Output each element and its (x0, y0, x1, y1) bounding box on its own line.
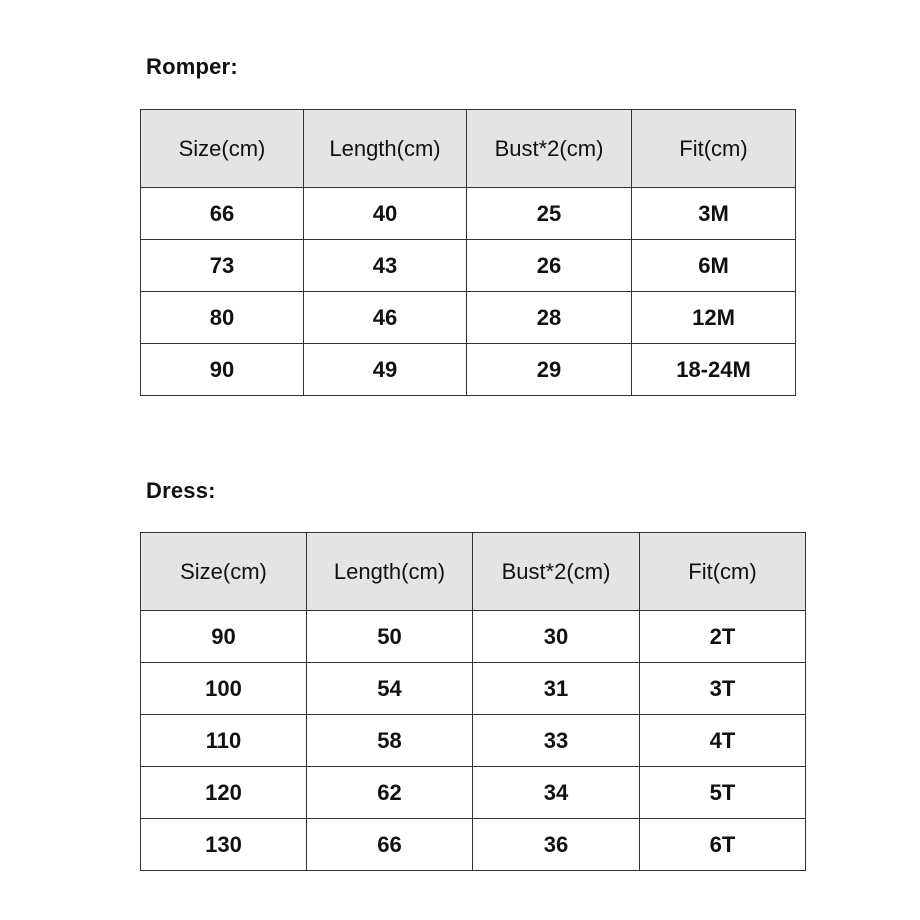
cell-bust: 26 (467, 240, 632, 292)
cell-fit: 6M (632, 240, 796, 292)
column-header-fit: Fit(cm) (632, 110, 796, 188)
cell-length: 46 (304, 292, 467, 344)
cell-size: 130 (141, 819, 307, 871)
column-header-size: Size(cm) (141, 533, 307, 611)
cell-length: 58 (307, 715, 473, 767)
romper-size-table (140, 109, 796, 396)
cell-size: 100 (141, 663, 307, 715)
cell-fit: 3T (640, 663, 806, 715)
cell-length: 40 (304, 188, 467, 240)
cell-bust: 25 (467, 188, 632, 240)
column-header-size: Size(cm) (141, 110, 304, 188)
column-header-bust: Bust*2(cm) (473, 533, 640, 611)
cell-size: 73 (141, 240, 304, 292)
column-header-length: Length(cm) (304, 110, 467, 188)
cell-length: 50 (307, 611, 473, 663)
cell-fit: 4T (640, 715, 806, 767)
table-row (141, 188, 796, 240)
cell-size: 80 (141, 292, 304, 344)
table-row (141, 240, 796, 292)
cell-fit: 18-24M (632, 344, 796, 396)
cell-size: 90 (141, 611, 307, 663)
column-header-bust: Bust*2(cm) (467, 110, 632, 188)
table-row (141, 611, 806, 663)
cell-length: 54 (307, 663, 473, 715)
dress-size-table (140, 532, 806, 871)
table-header-row (141, 110, 796, 188)
cell-fit: 3M (632, 188, 796, 240)
cell-length: 49 (304, 344, 467, 396)
cell-bust: 31 (473, 663, 640, 715)
table-row (141, 663, 806, 715)
table-row (141, 715, 806, 767)
cell-fit: 2T (640, 611, 806, 663)
dress-section-title: Dress: (146, 478, 216, 503)
table-row (141, 819, 806, 871)
cell-bust: 36 (473, 819, 640, 871)
cell-bust: 34 (473, 767, 640, 819)
cell-length: 66 (307, 819, 473, 871)
cell-bust: 28 (467, 292, 632, 344)
romper-section-title: Romper: (146, 54, 238, 79)
cell-fit: 12M (632, 292, 796, 344)
cell-bust: 33 (473, 715, 640, 767)
column-header-fit: Fit(cm) (640, 533, 806, 611)
cell-size: 90 (141, 344, 304, 396)
cell-length: 62 (307, 767, 473, 819)
table-row (141, 767, 806, 819)
table-row (141, 292, 796, 344)
cell-length: 43 (304, 240, 467, 292)
table-header-row (141, 533, 806, 611)
cell-fit: 6T (640, 819, 806, 871)
cell-size: 66 (141, 188, 304, 240)
column-header-length: Length(cm) (307, 533, 473, 611)
cell-size: 120 (141, 767, 307, 819)
table-row (141, 344, 796, 396)
cell-fit: 5T (640, 767, 806, 819)
cell-size: 110 (141, 715, 307, 767)
cell-bust: 30 (473, 611, 640, 663)
cell-bust: 29 (467, 344, 632, 396)
